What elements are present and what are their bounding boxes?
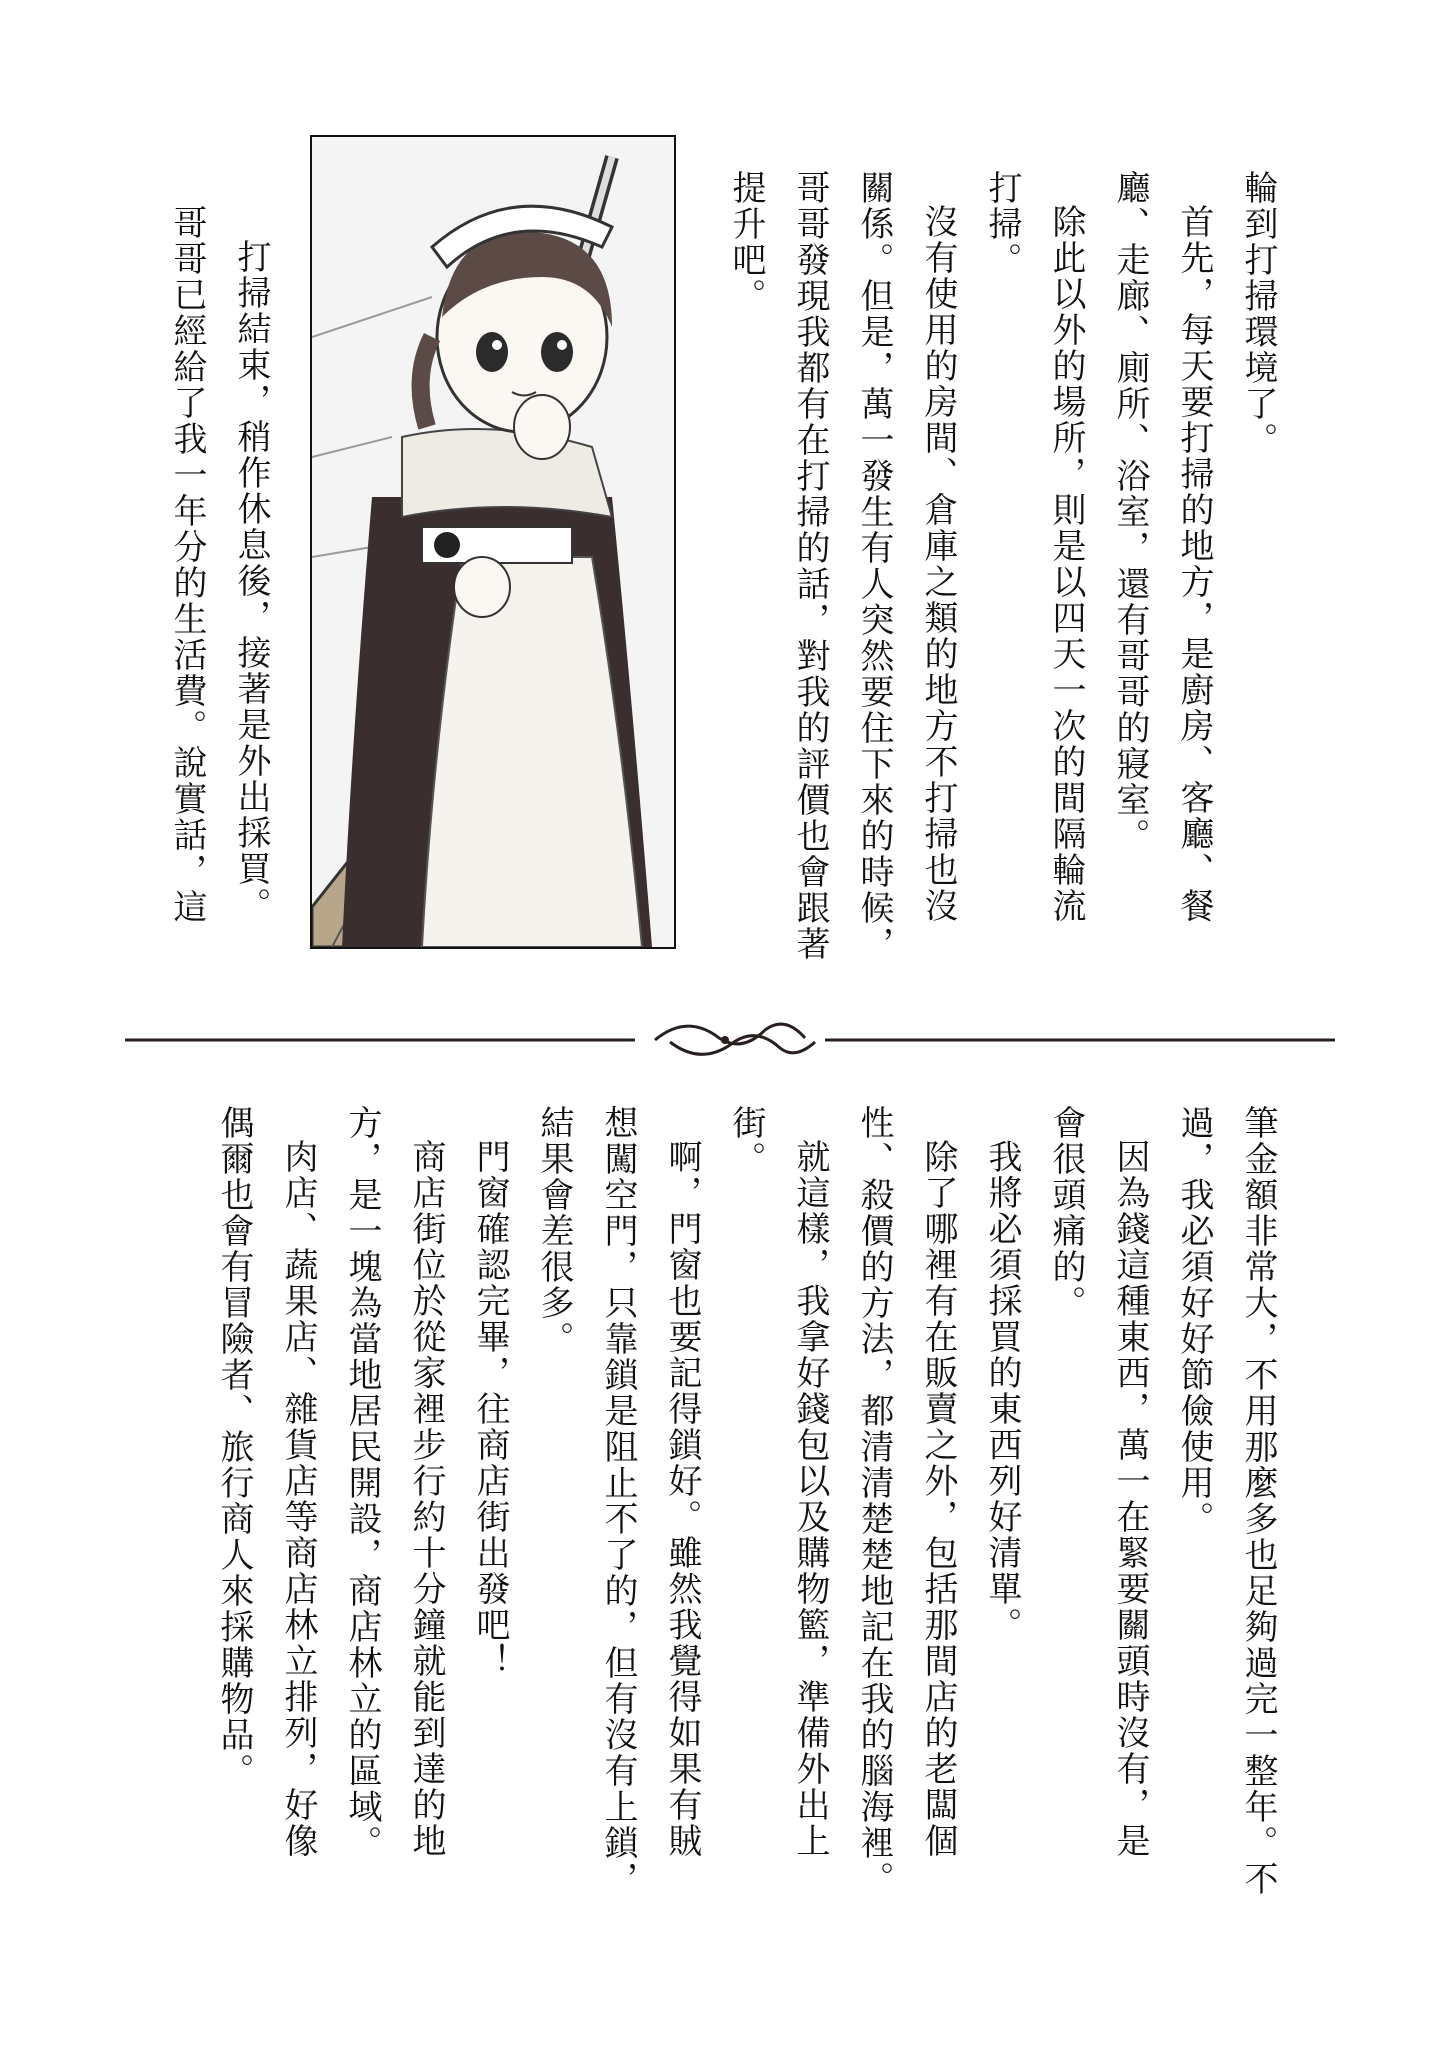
paragraph: 關係。但是，萬一發生有人突然要住下來的時候， xyxy=(854,170,894,962)
paragraph: 方，是一塊為當地居民開設，商店林立的區域。 xyxy=(342,1105,382,1861)
paragraph: 因為錢這種東西，萬一在緊要關頭時沒有，是 xyxy=(1110,1139,1150,1859)
paragraph: 首先，每天要打掃的地方，是廚房、客廳、餐 xyxy=(1174,204,1214,924)
paragraph: 輪到打掃環境了。 xyxy=(1238,170,1278,458)
paragraph: 街。 xyxy=(726,1105,766,1177)
paragraph: 商店街位於從家裡步行約十分鐘就能到達的地 xyxy=(406,1139,446,1859)
paragraph: 想闖空門，只靠鎖是阻止不了的，但有沒有上鎖， xyxy=(598,1105,638,1897)
top-left-text-block xyxy=(155,205,283,995)
paragraph: 門窗確認完畢，往商店街出發吧！ xyxy=(470,1139,510,1679)
paragraph: 啊，門窗也要記得鎖好。雖然我覺得如果有賊 xyxy=(662,1139,702,1859)
top-text-block xyxy=(714,170,1290,960)
paragraph: 哥哥已經給了我一年分的生活費。說實話，這 xyxy=(167,205,207,925)
paragraph: 性、殺價的方法，都清清楚楚地記在我的腦海裡。 xyxy=(854,1105,894,1897)
paragraph: 廳、走廊、廁所、浴室，還有哥哥的寢室。 xyxy=(1110,170,1150,854)
paragraph: 除此以外的場所，則是以四天一次的間隔輪流 xyxy=(1046,204,1086,924)
bottom-text-block xyxy=(202,1105,1290,1900)
paragraph: 肉店、蔬果店、雜貨店等商店林立排列，好像 xyxy=(278,1139,318,1859)
paragraph: 除了哪裡有在販賣之外，包括那間店的老闆個 xyxy=(918,1139,958,1859)
paragraph: 沒有使用的房間、倉庫之類的地方不打掃也沒 xyxy=(918,204,958,924)
paragraph: 打掃。 xyxy=(982,170,1022,278)
illustration-panel xyxy=(310,135,676,949)
paragraph: 筆金額非常大，不用那麼多也足夠過完一整年。不 xyxy=(1238,1105,1278,1897)
paragraph: 會很頭痛的。 xyxy=(1046,1105,1086,1321)
paragraph: 哥哥發現我都有在打掃的話，對我的評價也會跟著 xyxy=(790,170,830,962)
paragraph: 提升吧。 xyxy=(726,170,766,314)
paragraph: 過，我必須好好節儉使用。 xyxy=(1174,1105,1214,1537)
girl-in-maid-outfit-holding-broom-icon xyxy=(312,137,674,947)
paragraph: 偶爾也會有冒險者、旅行商人來採購物品。 xyxy=(214,1105,254,1789)
paragraph: 結果會差很多。 xyxy=(534,1105,574,1357)
flourish-divider-icon xyxy=(125,1010,1335,1070)
paragraph: 我將必須採買的東西列好清單。 xyxy=(982,1139,1022,1643)
paragraph: 就這樣，我拿好錢包以及購物籃，準備外出上 xyxy=(790,1139,830,1859)
paragraph: 打掃結束，稍作休息後，接著是外出採買。 xyxy=(231,239,271,923)
